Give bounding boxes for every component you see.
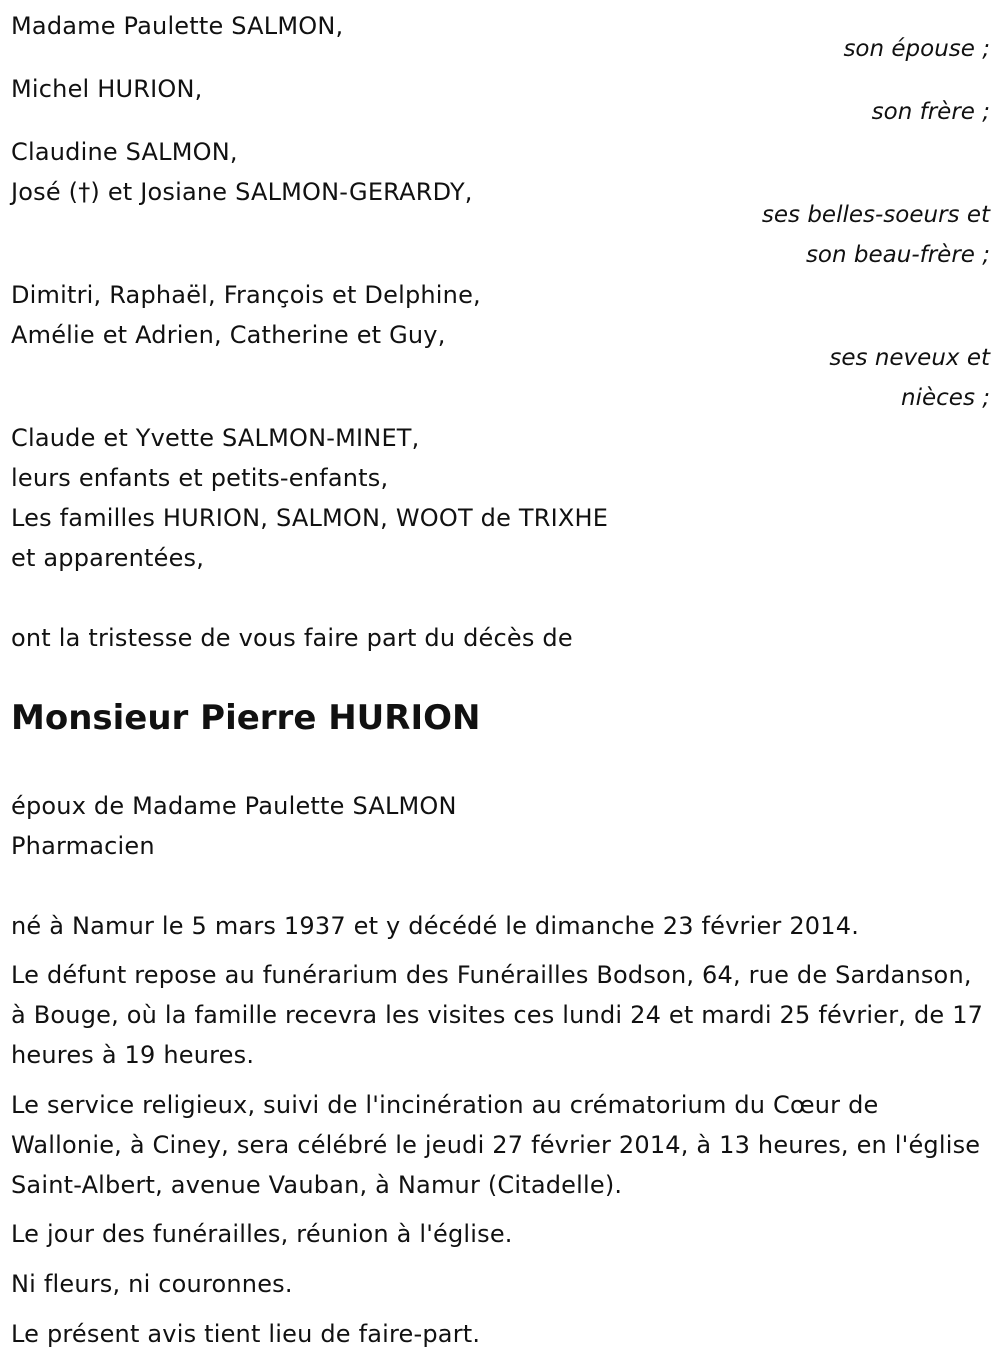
spouse-role: son épouse ; bbox=[843, 36, 990, 62]
spouse-name: Madame Paulette SALMON, bbox=[11, 12, 344, 40]
repose-paragraph: Le défunt repose au funérarium des Funérailles Bodson, 64, rue de Sardanson, à Bouge, où la famille recevra les visites ces lundi 24 et mardi 25 février, de 17 heures à 19 heures. bbox=[11, 961, 984, 1069]
notice-line: Le présent avis tient lieu de faire-part. bbox=[11, 1320, 481, 1348]
flowers-line: Ni fleurs, ni couronnes. bbox=[11, 1270, 293, 1298]
nephews-role-line-2: nièces ; bbox=[901, 385, 990, 411]
nephews-line-2: Amélie et Adrien, Catherine et Guy, bbox=[11, 321, 446, 349]
deceased-name: Monsieur Pierre HURION bbox=[11, 698, 481, 738]
inlaws-line-2: José (†) et Josiane SALMON-GERARDY, bbox=[11, 178, 473, 206]
inlaws-role-line-1: ses belles-soeurs et bbox=[761, 202, 990, 228]
brother-name: Michel HURION, bbox=[11, 75, 203, 103]
brother-role: son frère ; bbox=[871, 99, 990, 125]
birth-death-line: né à Namur le 5 mars 1937 et y décédé le dimanche 23 février 2014. bbox=[11, 912, 860, 940]
others-line-3: Les familles HURION, SALMON, WOOT de TRIXHE bbox=[11, 504, 609, 532]
inlaws-role-line-2: son beau-frère ; bbox=[805, 242, 990, 268]
others-line-1: Claude et Yvette SALMON-MINET, bbox=[11, 424, 420, 452]
deceased-spouse-line: époux de Madame Paulette SALMON bbox=[11, 792, 457, 820]
nephews-role-line-1: ses neveux et bbox=[829, 345, 990, 371]
service-paragraph: Le service religieux, suivi de l'incinération au crématorium du Cœur de Wallonie, à Ciney, sera célébré le jeudi 27 février 2014, à 13 heures, en l'église Saint-Albert, avenue Vauban, à Namur (Citadelle). bbox=[11, 1091, 981, 1199]
meeting-line: Le jour des funérailles, réunion à l'église. bbox=[11, 1220, 513, 1248]
others-line-4: et apparentées, bbox=[11, 544, 205, 572]
deceased-profession: Pharmacien bbox=[11, 832, 155, 860]
nephews-line-1: Dimitri, Raphaël, François et Delphine, bbox=[11, 281, 481, 309]
others-line-2: leurs enfants et petits-enfants, bbox=[11, 464, 389, 492]
inlaws-line-1: Claudine SALMON, bbox=[11, 138, 238, 166]
announcement-text: ont la tristesse de vous faire part du décès de bbox=[11, 624, 573, 652]
